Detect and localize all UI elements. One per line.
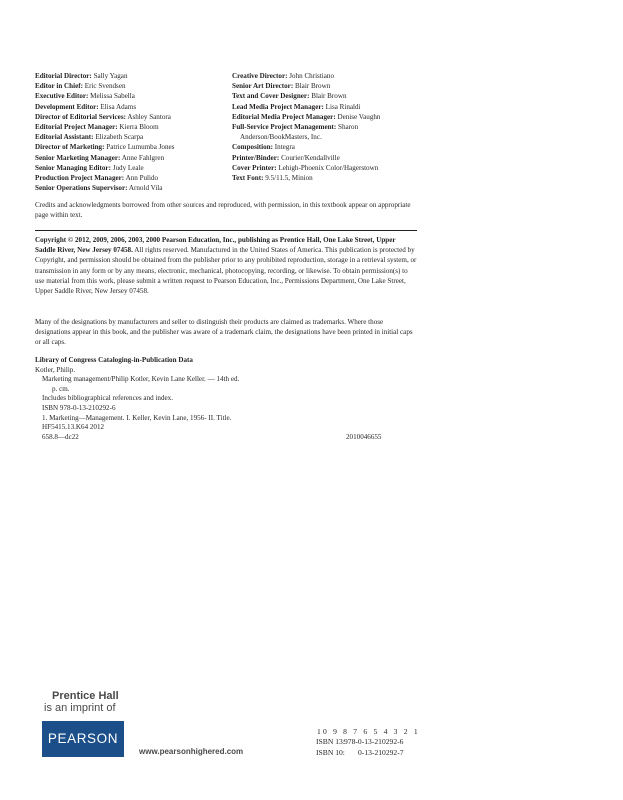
credit-line	[232, 153, 432, 163]
credit-name: Courier/Kendallville	[281, 153, 340, 162]
credit-line	[35, 173, 230, 183]
credit-role: Senior Marketing Manager:	[35, 153, 121, 162]
credit-role: Senior Managing Editor:	[35, 163, 111, 172]
credit-line	[35, 91, 230, 101]
copyright-lead: Copyright © 2012, 2009, 2006, 2003, 2000 Pearson Education, Inc., publishing as Prentice Hall, One Lake Street, Upper Saddle River, New Jersey 07458.	[35, 236, 396, 255]
credit-role: Development Editor:	[35, 102, 99, 111]
isbn13-label: ISBN 13:	[316, 737, 345, 747]
credit-line	[35, 142, 230, 152]
credit-role: Editorial Director:	[35, 72, 92, 80]
publisher-website: www.pearsonhighered.com	[139, 747, 244, 756]
cip-data-block	[35, 356, 395, 442]
credit-name: John Christiano	[289, 72, 334, 80]
credit-name: Elisa Adams	[100, 102, 137, 111]
credit-role: Editorial Assistant:	[35, 133, 94, 142]
credit-role: Executive Editor:	[35, 92, 89, 101]
credit-name: Lehigh-Phoenix Color/Hagerstown	[278, 163, 379, 172]
credit-role: Text Font:	[232, 174, 264, 183]
credit-role: Director of Marketing:	[35, 143, 105, 152]
cip-dewey: 658.8—dc22	[42, 432, 79, 441]
credit-name: Patrice Lumumba Jones	[106, 143, 175, 152]
credit-role: Editor in Chief:	[35, 82, 83, 91]
cip-pages: p. cm.	[52, 384, 70, 393]
printing-sequence: 10 9 8 7 6 5 4 3 2 1	[317, 727, 420, 736]
credit-role: Text and Cover Designer:	[232, 92, 310, 101]
credit-line	[232, 132, 432, 142]
credit-name: Ann Pulido	[125, 174, 159, 183]
copyright-body: All rights reserved. Manufactured in the United States of America. This publication is protected by Copyright, and permission should be obtained from the publisher prior to any prohibited reproduction, storage in a retrieval system, or transmission in any form or by any means, electronic, mechanical, photocopying, recording, or likewise. To obtain permission(s) to use material from this work, please submit a written request to Pearson Education, Inc., Permissions Department, One Lake Street, Upper Saddle River, New Jersey 07458.	[35, 246, 417, 296]
credit-role: Director of Editorial Services:	[35, 112, 126, 121]
cip-lc-class: HF5415.13.K64 2012	[42, 423, 105, 432]
credit-role: Editorial Project Manager:	[35, 123, 118, 132]
cip-subjects: 1. Marketing—Management. I. Keller, Kevin Lane, 1956- II. Title.	[42, 413, 232, 422]
pearson-logo-wordmark: PEARSON	[47, 731, 119, 746]
pearson-logo	[42, 721, 124, 757]
credit-name: Denise Vaughn	[337, 112, 381, 121]
credit-line	[232, 91, 432, 101]
credit-line	[232, 142, 432, 152]
credits-right-column	[232, 71, 432, 183]
credit-name: Eric Svendsen	[84, 82, 126, 91]
credit-role: Production Project Manager:	[35, 174, 125, 183]
credit-name: Anderson/BookMasters, Inc.	[240, 133, 322, 142]
credit-line	[35, 132, 230, 142]
credit-line	[232, 173, 432, 183]
credit-line	[35, 71, 230, 81]
credit-name: Ashley Santora	[127, 112, 171, 121]
credit-name: 9.5/11.5, Minion	[265, 174, 313, 183]
credit-line	[232, 71, 432, 81]
cip-heading: Library of Congress Cataloging-in-Publication Data	[35, 356, 193, 364]
credit-name: Elizabeth Scarpa	[95, 133, 144, 142]
credit-line	[35, 153, 230, 163]
credit-line	[232, 102, 432, 112]
credit-line	[35, 163, 230, 173]
credit-name: Melissa Sabella	[90, 92, 135, 101]
cip-isbn: ISBN 978-0-13-210292-6	[42, 403, 116, 412]
imprint-tagline: is an imprint of	[44, 702, 116, 714]
cip-notes: Includes bibliographical references and index.	[42, 394, 173, 403]
credit-line	[35, 122, 230, 132]
credit-name: Kierra Bloom	[119, 123, 159, 132]
credit-name: Blair Brown	[311, 92, 347, 101]
trademark-notice: Many of the designations by manufacturers and seller to distinguish their products are claimed as trademarks. Where those designations appear in this book, and the publisher was aware of a trademark claim, the designations have been printed in initial caps or all caps.	[35, 318, 413, 347]
acknowledgments-note: Credits and acknowledgments borrowed from other sources and reproduced, with permission, in this textbook appear on appropriate page within text.	[35, 201, 411, 220]
credit-line	[35, 102, 230, 112]
imprint-publisher: Prentice Hall	[52, 690, 119, 702]
credit-name: Sally Yagan	[93, 72, 128, 80]
credit-line	[232, 81, 432, 91]
credit-line	[232, 163, 432, 173]
credit-role: Cover Printer:	[232, 163, 277, 172]
credit-role: Lead Media Project Manager:	[232, 102, 324, 111]
credit-role: Senior Operations Supervisor:	[35, 184, 128, 193]
credit-line	[35, 112, 230, 122]
credit-role: Full-Service Project Management:	[232, 123, 337, 132]
credit-role: Creative Director:	[232, 72, 288, 80]
copyright-notice	[35, 235, 417, 296]
isbn10-label: ISBN 10:	[316, 747, 345, 757]
credit-name: Anne Fahlgren	[121, 153, 165, 162]
cip-dewey-row	[35, 433, 395, 443]
credit-line	[35, 183, 230, 193]
credit-name: Judy Leale	[112, 163, 144, 172]
credit-line	[232, 112, 432, 122]
credit-name: Sharon	[338, 123, 359, 132]
isbn13-value: 978-0-13-210292-6	[344, 737, 404, 747]
credit-name: Blair Brown	[294, 82, 331, 91]
credit-line	[232, 122, 432, 132]
cip-author: Kotler, Philip.	[35, 365, 76, 374]
credit-name: Integra	[274, 143, 295, 152]
credit-role: Printer/Binder:	[232, 153, 280, 162]
credit-role: Composition:	[232, 143, 273, 152]
isbn10-value: 0-13-210292-7	[358, 747, 404, 757]
cip-lccn: 2010046655	[346, 432, 382, 441]
credit-line	[35, 81, 230, 91]
section-divider	[35, 230, 417, 231]
credit-name: Arnold Vila	[128, 184, 163, 193]
cip-title-line: Marketing management/Philip Kotler, Kevin Lane Keller. — 14th ed.	[42, 375, 240, 384]
credit-name: Lisa Rinaldi	[325, 102, 361, 111]
credit-role: Editorial Media Project Manager:	[232, 112, 336, 121]
credit-role: Senior Art Director:	[232, 82, 294, 91]
credits-left-column	[35, 71, 230, 193]
